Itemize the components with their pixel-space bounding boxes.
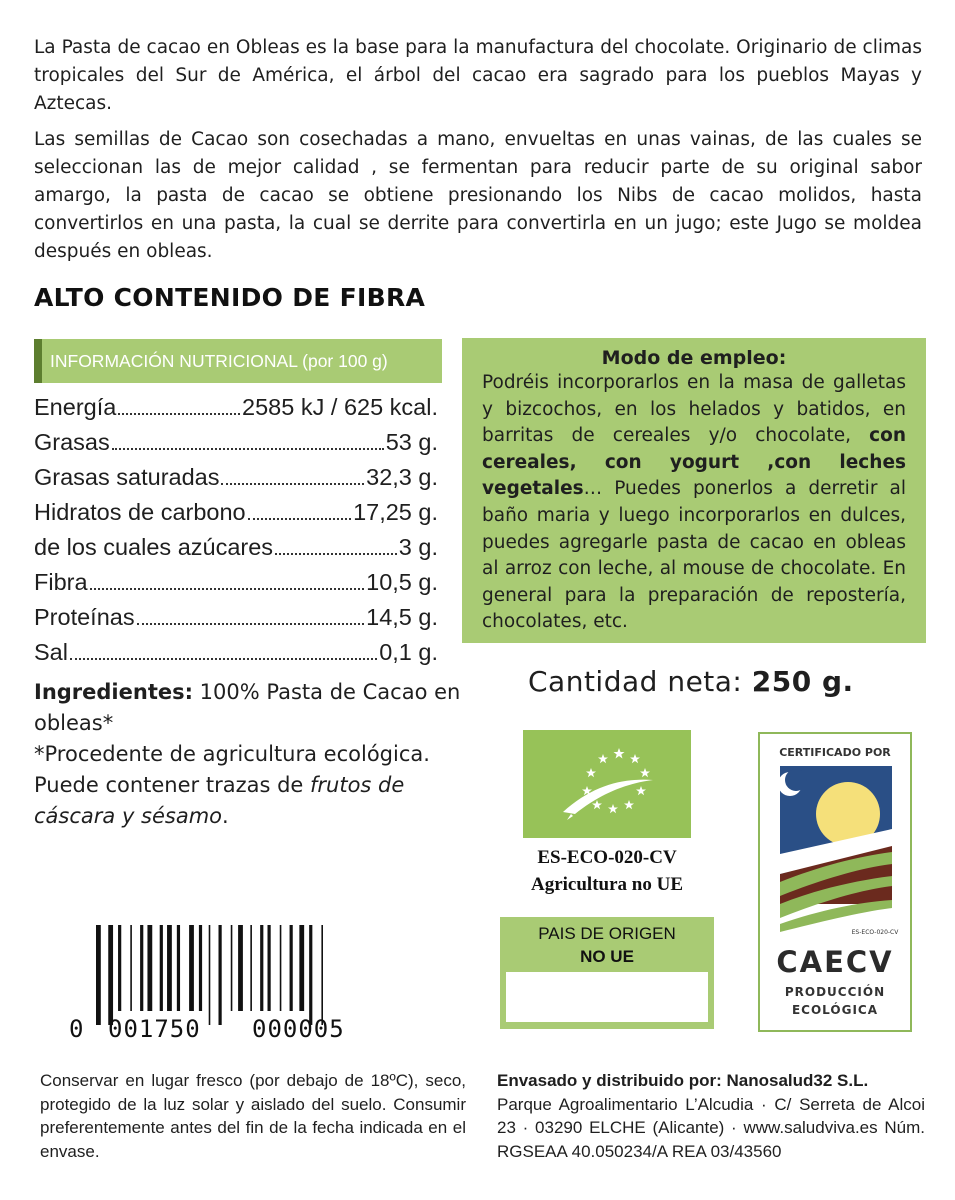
ingredients-label: Ingredientes: — [34, 680, 193, 704]
barcode-digits-right: 000005 — [252, 1015, 345, 1043]
nutrition-leader-dots — [112, 447, 384, 450]
ingredients-text: 100% Pasta de Cacao en obleas* — [34, 680, 461, 735]
nutrition-header: INFORMACIÓN NUTRICIONAL (por 100 g) — [34, 339, 442, 383]
nutrition-label: Grasas saturadas — [34, 464, 220, 490]
net-quantity — [528, 665, 854, 698]
nutrition-leader-dots — [275, 552, 397, 555]
nutrition-value: 32,3 g. — [366, 464, 438, 490]
nutrition-label: Fibra — [34, 569, 88, 595]
eco-code: ES-ECO-020-CV — [537, 847, 677, 868]
barcode-icon — [66, 925, 376, 1043]
origin-title: PAIS DE ORIGEN — [538, 924, 676, 943]
eu-leaf-icon — [523, 730, 691, 838]
usage-box — [462, 338, 926, 643]
nutrition-leader-dots — [118, 412, 240, 415]
nutrition-row — [34, 464, 444, 499]
organic-note: *Procedente de agricultura ecológica. — [34, 742, 430, 766]
nutrition-value: 10,5 g. — [366, 569, 438, 595]
allergen-trace — [34, 770, 464, 832]
distributor-address: Parque Agroalimentario L’Alcudia · C/ Serreta de Alcoi 23 · 03290 ELCHE (Alicante) · www.saludviva.es Núm. RGSEAA 40.050234/A REA 03/43560 — [497, 1094, 925, 1161]
caecv-small-code: ES-ECO-020-CV — [851, 929, 899, 936]
nutrition-leader-dots — [137, 622, 365, 625]
product-description — [34, 34, 922, 274]
nutrition-label: Hidratos de carbono — [34, 499, 246, 525]
nutrition-value: 53 g. — [385, 429, 438, 455]
description-paragraph-1: La Pasta de cacao en Obleas es la base para la manufactura del chocolate. Originario de climas tropicales del Sur de América, el árbol del cacao era sagrado para los pueblos Mayas y Aztecas. — [34, 37, 922, 114]
nutrition-row — [34, 499, 444, 534]
nutrition-value: 0,1 g. — [379, 639, 438, 665]
nutrition-label: de los cuales azúcares — [34, 534, 274, 560]
ingredients-line — [34, 677, 464, 739]
storage-instructions: Conservar en lugar fresco (por debajo de 18ºC), seco, protegido de la luz solar y aislado del suelo. Consumir preferentemente antes del fin de la fecha indicada en el envase. — [40, 1071, 466, 1161]
fiber-claim-heading: ALTO CONTENIDO DE FIBRA — [34, 283, 426, 312]
nutrition-label: Proteínas — [34, 604, 135, 630]
eu-organic-code — [500, 844, 714, 898]
usage-text-part-1: Podréis incorporarlos en la masa de galletas y bizcochos, en los helados y batidos, en barritas de cereales y/o chocolate, — [482, 372, 906, 447]
nutrition-value: 2585 kJ / 625 kcal. — [242, 394, 438, 420]
caecv-certification-logo — [758, 732, 912, 1032]
country-of-origin-box — [500, 917, 714, 1029]
caecv-line2: ECOLÓGICA — [791, 1003, 879, 1017]
caecv-line1: PRODUCCIÓN — [784, 985, 886, 999]
distributor-title: Envasado y distribuido por: Nanosalud32 S.L. — [497, 1071, 869, 1090]
usage-title: Modo de empleo: — [601, 347, 787, 369]
nutrition-label: Grasas — [34, 429, 110, 455]
nutrition-row — [34, 569, 444, 604]
agriculture-origin: Agricultura no UE — [531, 874, 683, 895]
trace-text: Puede contener trazas de — [34, 773, 311, 797]
distributor-info — [497, 1069, 925, 1163]
origin-value: NO UE — [580, 947, 634, 966]
caecv-name: CAECV — [776, 945, 894, 979]
caecv-emblem-icon — [760, 734, 910, 1030]
trace-allergens: frutos de cáscara y sésamo — [34, 773, 405, 828]
nutrition-row — [34, 429, 444, 464]
origin-blank-area — [506, 972, 708, 1022]
description-paragraph-2: Las semillas de Cacao son cosechadas a mano, envueltas en unas vainas, de las cuales se seleccionan las de mejor calidad , se fermentan para reducir parte de su original sabor amargo, la pasta de cacao se obtiene presionando los Nibs de cacao molidos, hasta convertirlos en una pasta, la cual se derrite para convertirla en un jugo; este Jugo se moldea después en obleas. — [34, 129, 922, 262]
nutrition-leader-dots — [221, 482, 364, 485]
nutrition-value: 14,5 g. — [366, 604, 438, 630]
barcode-digit-first: 0 — [69, 1015, 84, 1043]
nutrition-leader-dots — [70, 657, 377, 660]
nutrition-row — [34, 394, 444, 429]
nutrition-row — [34, 604, 444, 639]
barcode-digits-left: 001750 — [108, 1015, 201, 1043]
nutrition-row — [34, 534, 444, 569]
ingredients-block — [34, 677, 464, 832]
nutrition-label: Energía — [34, 394, 117, 420]
nutrition-row — [34, 639, 444, 674]
trace-end: . — [222, 804, 229, 828]
nutrition-label: Sal — [34, 639, 68, 665]
barcode — [66, 925, 376, 1043]
net-quantity-label: Cantidad neta: — [528, 665, 752, 698]
usage-text-part-2: … Puedes ponerlos a derretir al baño maria y luego incorporarlos en dulces, puedes agregarle pasta de cacao en obleas al arroz con leche, al mouse de chocolate. En general para la preparación de repostería, chocolates, etc. — [482, 478, 906, 633]
nutrition-value: 3 g. — [398, 534, 438, 560]
usage-text-bold: con cereales, con yogurt ,con leches vegetales — [482, 425, 906, 500]
eu-organic-leaf-logo — [523, 730, 691, 838]
net-quantity-value: 250 g. — [751, 665, 854, 698]
caecv-certified-by: CERTIFICADO POR — [779, 746, 891, 759]
nutrition-leader-dots — [90, 587, 365, 590]
nutrition-leader-dots — [248, 517, 351, 520]
usage-text — [482, 370, 906, 636]
nutrition-table — [34, 394, 444, 674]
nutrition-value: 17,25 g. — [353, 499, 438, 525]
